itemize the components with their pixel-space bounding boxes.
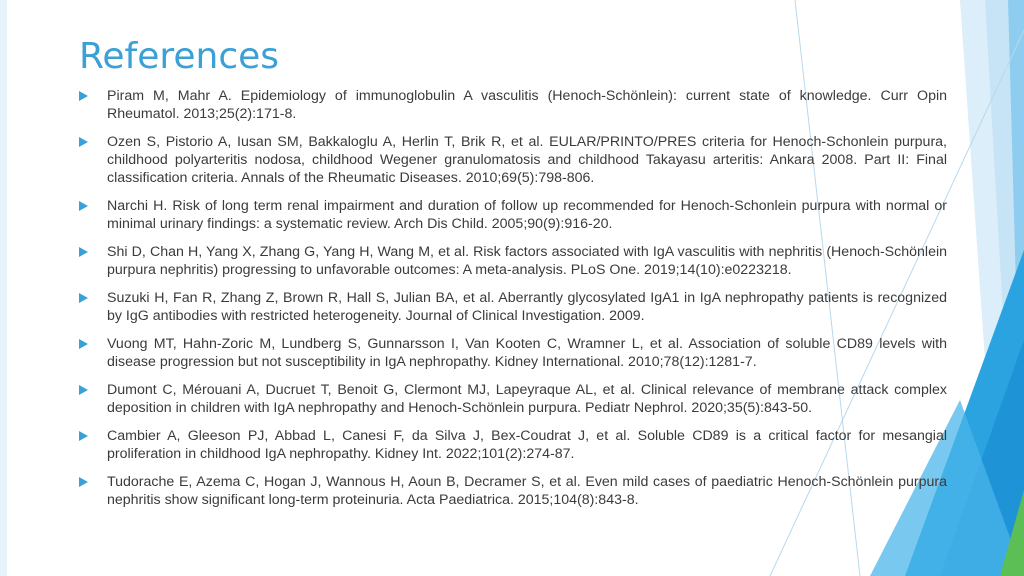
reference-text: Shi D, Chan H, Yang X, Zhang G, Yang H, Wang M, et al. Risk factors associated with IgA vasculitis with nephritis (Henoch-Schönlein purpura nephritis) progressing to unfavorable outcomes: A meta-analysis. PLoS One. 2019;14(10):e0223218. xyxy=(107,244,947,278)
reference-text: Dumont C, Mérouani A, Ducruet T, Benoit G, Clermont MJ, Lapeyraque AL, et al. Clinical relevance of membrane attack complex deposition in children with IgA nephropathy and Henoch-Schönlein purpura. Pediatr Nephrol. 2020;35(5):843-50. xyxy=(107,382,947,416)
triangle-right-icon xyxy=(79,477,88,487)
reference-item-3 xyxy=(79,197,947,233)
reference-item-5 xyxy=(79,289,947,325)
reference-item-9 xyxy=(79,473,947,509)
triangle-right-icon xyxy=(79,201,88,211)
triangle-right-icon xyxy=(79,247,88,257)
reference-item-8 xyxy=(79,427,947,463)
reference-text: Narchi H. Risk of long term renal impairment and duration of follow up recommended for Henoch-Schonlein purpura with normal or minimal urinary findings: a systematic review. Arch Dis Child. 2005;90(9):916-20. xyxy=(107,198,947,232)
reference-item-4 xyxy=(79,243,947,279)
triangle-right-icon xyxy=(79,431,88,441)
triangle-right-icon xyxy=(79,385,88,395)
reference-item-6 xyxy=(79,335,947,371)
reference-text: Tudorache E, Azema C, Hogan J, Wannous H, Aoun B, Decramer S, et al. Even mild cases of paediatric Henoch-Schönlein purpura nephritis show significant long-term proteinuria. Acta Paediatrica. 2015;104(8):843-8. xyxy=(107,474,947,508)
reference-text: Cambier A, Gleeson PJ, Abbad L, Canesi F, da Silva J, Bex-Coudrat J, et al. Soluble CD89 is a critical factor for mesangial proliferation in childhood IgA nephropathy. Kidney Int. 2022;101(2):274-87. xyxy=(107,428,947,462)
reference-text: Piram M, Mahr A. Epidemiology of immunoglobulin A vasculitis (Henoch-Schönlein): current state of knowledge. Curr Opin Rheumatol. 2013;25(2):171-8. xyxy=(107,88,947,122)
triangle-right-icon xyxy=(79,91,88,101)
reference-item-2 xyxy=(79,133,947,187)
reference-text: Suzuki H, Fan R, Zhang Z, Brown R, Hall S, Julian BA, et al. Aberrantly glycosylated IgA1 in IgA nephropathy patients is recognized by IgG antibodies with restricted heterogeneity. Journal of Clinical Investigation. 2009. xyxy=(107,290,947,324)
references-list xyxy=(79,87,947,519)
page-title: References xyxy=(79,36,280,77)
triangle-right-icon xyxy=(79,293,88,303)
reference-item-1 xyxy=(79,87,947,123)
reference-text: Vuong MT, Hahn-Zoric M, Lundberg S, Gunnarsson I, Van Kooten C, Wramner L, et al. Association of soluble CD89 levels with disease progression but not susceptibility in IgA nephropathy. Kidney International. 2010;78(12):1281-7. xyxy=(107,336,947,370)
reference-item-7 xyxy=(79,381,947,417)
triangle-right-icon xyxy=(79,137,88,147)
triangle-right-icon xyxy=(79,339,88,349)
reference-text: Ozen S, Pistorio A, Iusan SM, Bakkaloglu A, Herlin T, Brik R, et al. EULAR/PRINTO/PRES criteria for Henoch-Schonlein purpura, childhood polyarteritis nodosa, childhood Wegener granulomatosis and childhood Takayasu arteritis: Ankara 2008. Part II: Final classification criteria. Annals of the Rheumatic Diseases. 2010;69(5):798-806. xyxy=(107,134,947,186)
